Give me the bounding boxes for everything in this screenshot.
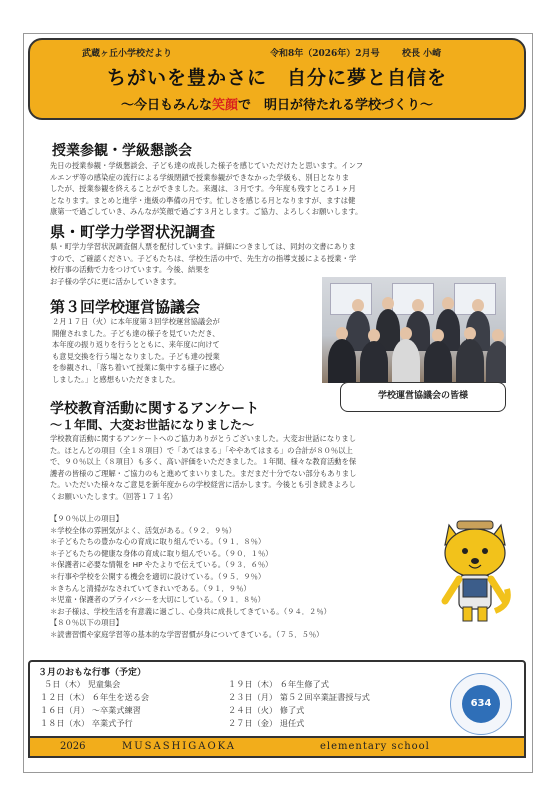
text-line: 先日の授業参観・学級懇談会、子ども達の成長した様子を感じていただけたと思います。インフ bbox=[50, 161, 364, 170]
event-name: 退任式 bbox=[279, 718, 305, 728]
survey-results-list bbox=[50, 513, 331, 641]
high-score-header: 【９０％以上の項目】 bbox=[50, 514, 123, 523]
list-item: ＊きちんと清掃がなされていてきれいである。（９１．９％） bbox=[50, 583, 251, 593]
section-body-questionnaire bbox=[50, 433, 524, 502]
text-line: となります。まとめと進学・進級の準備の月です。忙しさを感じる月となりますが、ますは健 bbox=[50, 195, 356, 205]
text-line: くお願いいたします。（回答１７１名） bbox=[50, 491, 178, 501]
event-date: ２７日（金） bbox=[228, 718, 278, 728]
school-name: 武蔵ヶ丘小学校だより bbox=[82, 49, 173, 59]
text-line: を参観され、「落ち着いて授業に集中する様子に感心 bbox=[52, 363, 224, 372]
list-item: ＊お子様は、学校生活を有意義に過ごし、心身共に成長してきている。（９４．２％） bbox=[50, 606, 331, 616]
text-line: すので、ご確認ください。子どもたちは、学校生活の中で、先生方の指導支援による授業・学 bbox=[50, 253, 357, 263]
text-line: も意見交換を行う場となりました。子ども達の授業 bbox=[52, 351, 220, 361]
subtitle-pre: ～今日もみんな bbox=[120, 98, 212, 113]
event-row bbox=[228, 718, 304, 729]
text-line: 康第一で過ごしていき、みんなが笑顔で過ごす３月とします。ご協力、よろしくお願いします。 bbox=[50, 207, 363, 216]
text-line: しました。」と感想もいただきました。 bbox=[52, 374, 180, 384]
event-date: ２３日（月） bbox=[228, 692, 278, 702]
event-date: ５日（木） bbox=[44, 679, 85, 689]
section-subtitle-questionnaire: ～１年間、大変お世話になりました～ bbox=[50, 418, 255, 432]
text-line: ルエンザ等の感染症の流行による学級閉鎖で授業参観ができなかった学級も、別日となりま bbox=[50, 172, 350, 182]
footer-bar bbox=[28, 736, 526, 758]
issue-date: 令和8年（2026年）2月号 bbox=[270, 49, 380, 59]
list-item: ＊児童・保護者のプライバシーを大切にしている。（９１．８％） bbox=[50, 595, 265, 605]
mascot-illustration bbox=[433, 519, 517, 625]
event-date: １２日（木） bbox=[40, 692, 90, 702]
event-row bbox=[44, 679, 120, 690]
event-date: １６日（月） bbox=[40, 705, 90, 715]
subtitle-post: で 明日が待たれる学校づくり～ bbox=[238, 98, 434, 113]
footer-school-name: MUSASHIGAOKA bbox=[122, 741, 236, 752]
text-line: したが、授業参観を終えることができました。来週は、３月です。今年度も残すところ１ヶ月 bbox=[50, 184, 356, 193]
event-date: １８日（水） bbox=[40, 718, 90, 728]
list-item: ＊子どもたちの健康な身体の育成に取り組んでいる。（９０．１％） bbox=[50, 548, 273, 558]
principal-name: 校長 小崎 bbox=[402, 49, 442, 59]
list-item: ＊子どもたちの豊かな心の育成に取り組んでいる。（９１．８％） bbox=[50, 537, 266, 547]
subtitle bbox=[30, 94, 524, 113]
event-row bbox=[40, 705, 141, 716]
event-date: ２４日（火） bbox=[228, 705, 278, 715]
text-line: お子様の学びに更に活かしていきます。 bbox=[50, 276, 181, 286]
footer-school-type: elementary school bbox=[320, 741, 430, 752]
list-item: ＊保護者に必要な情報を HP やたよりで伝えている。（９３．６％） bbox=[50, 560, 273, 570]
event-name: 第５２回卒業証書授与式 bbox=[279, 692, 370, 702]
text-line: 護者の皆様のご理解・ご協力のもと進めてまいりました。まだまだ十分でない部分もありまし bbox=[50, 468, 357, 478]
person bbox=[424, 341, 452, 383]
header-banner bbox=[28, 38, 526, 120]
person bbox=[328, 339, 356, 383]
badge-number: 634 bbox=[462, 685, 500, 723]
event-row bbox=[228, 705, 304, 716]
text-line: 本年度の振り返りを行うとともに、来年度に向けて bbox=[52, 340, 220, 349]
text-line: 校行事の活動で力をつけています。今後、結果を bbox=[50, 265, 210, 274]
photo-caption: 学校運営協議会の皆様 bbox=[340, 382, 506, 412]
text-line: 開催されました。子ども達の様子を見ていただき、 bbox=[52, 328, 220, 338]
section-body-council bbox=[52, 316, 322, 385]
subtitle-red: 笑顔 bbox=[211, 98, 238, 113]
section-title-council: 第３回学校運営協議会 bbox=[50, 298, 201, 316]
text-line: た。いただいた様々なご意見を新年度からの学校経営に活かします。今後とも引き続きよろし bbox=[50, 480, 356, 489]
low-score-header: 【８０％以下の項目】 bbox=[50, 618, 123, 628]
list-item: ＊読書習慣や家庭学習等の基本的な学習習慣が身についてきている。（７５．５％） bbox=[50, 629, 324, 639]
list-item: ＊学校全体の雰囲気がよく、活気がある。（９２．９％） bbox=[50, 525, 236, 535]
footer-year: 2026 bbox=[60, 741, 86, 752]
text-line: ２月１７日（火）に本年度第３回学校運営協議会が bbox=[52, 317, 220, 326]
event-row bbox=[40, 718, 133, 729]
event-name: ６年生修了式 bbox=[279, 679, 329, 689]
person bbox=[360, 341, 388, 383]
section-title-survey: 県・町学力学習状況調査 bbox=[50, 223, 216, 241]
headline: ちがいを豊かさに 自分に夢と自信を bbox=[106, 67, 447, 89]
person bbox=[456, 339, 484, 383]
school-badge-logo bbox=[450, 673, 512, 735]
text-line: で、９０％以上（８項目）も多く、高い評価をいただきました。１年間、様々な教育活動を保 bbox=[50, 457, 357, 466]
event-row bbox=[40, 692, 149, 703]
event-name: ～卒業式練習 bbox=[91, 705, 141, 715]
event-name: 修了式 bbox=[279, 705, 305, 715]
event-name: 児童集会 bbox=[87, 679, 121, 689]
events-title: ３月のおもな行事（予定） bbox=[38, 668, 147, 678]
text-line: た。ほとんどの項目（全１８項目）で「あてはまる」「ややあてはまる」の合計が８０％以上 bbox=[50, 445, 353, 455]
section-body-class-observation bbox=[50, 160, 520, 218]
section-title-class-observation: 授業参観・学級懇談会 bbox=[52, 143, 192, 159]
text-line: 県・町学力学習状況調査個人票を配付しています。詳細につきましては、同封の文書にありま bbox=[50, 242, 356, 251]
event-name: 卒業式予行 bbox=[91, 718, 133, 728]
event-row bbox=[228, 692, 370, 703]
text-line: 学校教育活動に関するアンケートへのご協力ありがとうございました。大変お世話になりまし bbox=[50, 434, 357, 443]
council-group-photo bbox=[322, 277, 506, 383]
section-title-questionnaire: 学校教育活動に関するアンケート bbox=[50, 401, 260, 417]
event-date: １９日（木） bbox=[228, 679, 278, 689]
photo-window bbox=[330, 283, 372, 315]
list-item: ＊行事や学校を公開する機会を適切に設けている。（９５．９％） bbox=[50, 571, 266, 581]
person bbox=[392, 339, 420, 383]
event-row bbox=[228, 679, 329, 690]
person bbox=[486, 341, 506, 383]
event-name: ６年生を送る会 bbox=[91, 692, 150, 702]
